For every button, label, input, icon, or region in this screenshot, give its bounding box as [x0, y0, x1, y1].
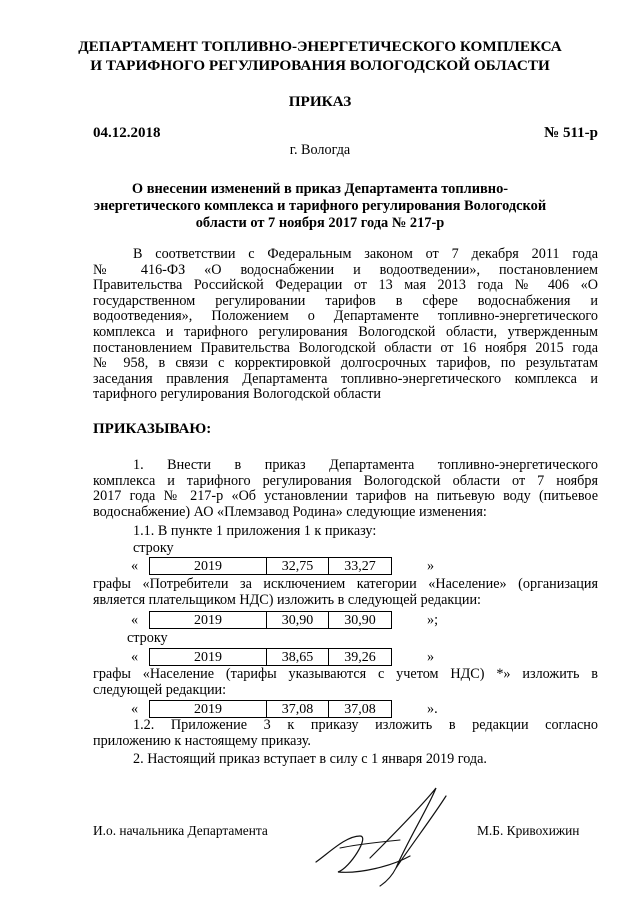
- item1-line: 1. Внести в приказ Департамента топливно-энергетического: [133, 457, 598, 473]
- tariff-table-1: [149, 557, 392, 575]
- text-b: [93, 667, 598, 698]
- year-cell: 2019: [150, 612, 267, 629]
- preamble-line: водоотведения», Положением о Департаменте топливно-энергетического: [93, 308, 598, 325]
- text-a: [93, 577, 598, 608]
- row-word: строку: [127, 630, 168, 646]
- item-2: 2. Настоящий приказ вступает в силу с 1 января 2019 года.: [133, 751, 487, 767]
- year-cell: 2019: [150, 649, 267, 666]
- value-cell: 37,08: [267, 701, 329, 718]
- preamble-line: № 416-ФЗ «О водоснабжении и водоотведении», постановлением: [93, 261, 598, 278]
- signatory-position: И.о. начальника Департамента: [93, 823, 268, 838]
- sub-item-1-2-line: 1.2. Приложение 3 к приказу изложить в редакции согласно: [133, 717, 598, 733]
- quote-close: »: [427, 649, 435, 665]
- preamble-line: тарифного регулирования Вологодской области: [93, 386, 381, 403]
- doc-type: ПРИКАЗ: [288, 93, 352, 110]
- preamble-line: Правительства Российской Федерации от 13 мая 2013 года № 406 «О: [93, 277, 598, 294]
- value-cell: 33,27: [329, 558, 392, 575]
- preamble-line: постановлением Правительства Вологодской области от 16 ноября 2015 года: [93, 339, 598, 356]
- item1-line: водоснабжение) АО «Племзавод Родина» следующие изменения:: [93, 503, 487, 520]
- preamble-paragraph: [93, 247, 598, 403]
- tariff-table-2: [149, 611, 392, 629]
- year-cell: 2019: [150, 558, 267, 575]
- sub-item-1-2-line: приложению к настоящему приказу.: [93, 732, 311, 749]
- order-word: ПРИКАЗЫВАЮ:: [93, 421, 212, 437]
- value-cell: 32,75: [267, 558, 329, 575]
- quote-close: »: [427, 558, 435, 574]
- item1-paragraph: [93, 458, 598, 520]
- value-cell: 30,90: [329, 612, 392, 629]
- doc-city: г. Вологда: [289, 142, 351, 158]
- title-line-1: О внесении изменений в приказ Департамента топливно-: [131, 181, 509, 197]
- item1-line: комплекса и тарифного регулирования Вологодской области от 7 ноября: [93, 472, 598, 489]
- title-line-2: энергетического комплекса и тарифного регулирования Вологодской: [93, 198, 547, 214]
- preamble-line: № 958, в связи с корректировкой долгосрочных тарифов, по результатам: [93, 355, 598, 372]
- quote-open: «: [131, 612, 139, 628]
- row-word: строку: [133, 540, 174, 556]
- preamble-line: В соответствии с Федеральным законом от 7 декабря 2011 года: [133, 246, 598, 262]
- quote-open: «: [131, 701, 139, 717]
- title-line-3: области от 7 ноября 2017 года № 217-р: [195, 215, 445, 231]
- org-name-line-2: И ТАРИФНОГО РЕГУЛИРОВАНИЯ ВОЛОГОДСКОЙ ОБЛАСТИ: [90, 57, 550, 74]
- value-cell: 39,26: [329, 649, 392, 666]
- handwritten-signature: [300, 778, 490, 888]
- quote-open: «: [131, 558, 139, 574]
- sub-item-1-2: [93, 718, 598, 749]
- text-a-line: графы «Потребители за исключением категории «Население» (организация: [93, 576, 598, 592]
- value-cell: 37,08: [329, 701, 392, 718]
- signatory-name: М.Б. Кривохижин: [477, 823, 580, 838]
- quote-close: »;: [427, 612, 439, 628]
- org-name-line-1: ДЕПАРТАМЕНТ ТОПЛИВНО-ЭНЕРГЕТИЧЕСКОГО КОМПЛЕКСА: [78, 38, 562, 55]
- text-a-line: является плательщиком НДС) изложить в следующей редакции:: [93, 591, 481, 608]
- value-cell: 30,90: [267, 612, 329, 629]
- doc-number: № 511-р: [544, 125, 598, 141]
- tariff-table-3: [149, 648, 392, 666]
- year-cell: 2019: [150, 701, 267, 718]
- item1-line: 2017 года № 217-р «Об установлении тарифов на питьевую воду (питьевое: [93, 488, 598, 505]
- tariff-table-4: [149, 700, 392, 718]
- preamble-line: комплекса и тарифного регулирования Вологодской области, утвержденным: [93, 323, 598, 340]
- doc-date: 04.12.2018: [93, 125, 161, 141]
- value-cell: 38,65: [267, 649, 329, 666]
- quote-open: «: [131, 649, 139, 665]
- preamble-line: заседания правления Департамента топливно-энергетического комплекса и: [93, 370, 598, 387]
- preamble-line: государственном регулировании тарифов в сфере водоснабжения и: [93, 292, 598, 309]
- text-b-line: графы «Население (тарифы указываются с учетом НДС) *» изложить в: [93, 666, 598, 682]
- text-b-line: следующей редакции:: [93, 681, 227, 698]
- doc-title: [0, 181, 640, 232]
- sub-item-1-1: 1.1. В пункте 1 приложения 1 к приказу:: [133, 523, 377, 539]
- quote-close: ».: [427, 701, 438, 717]
